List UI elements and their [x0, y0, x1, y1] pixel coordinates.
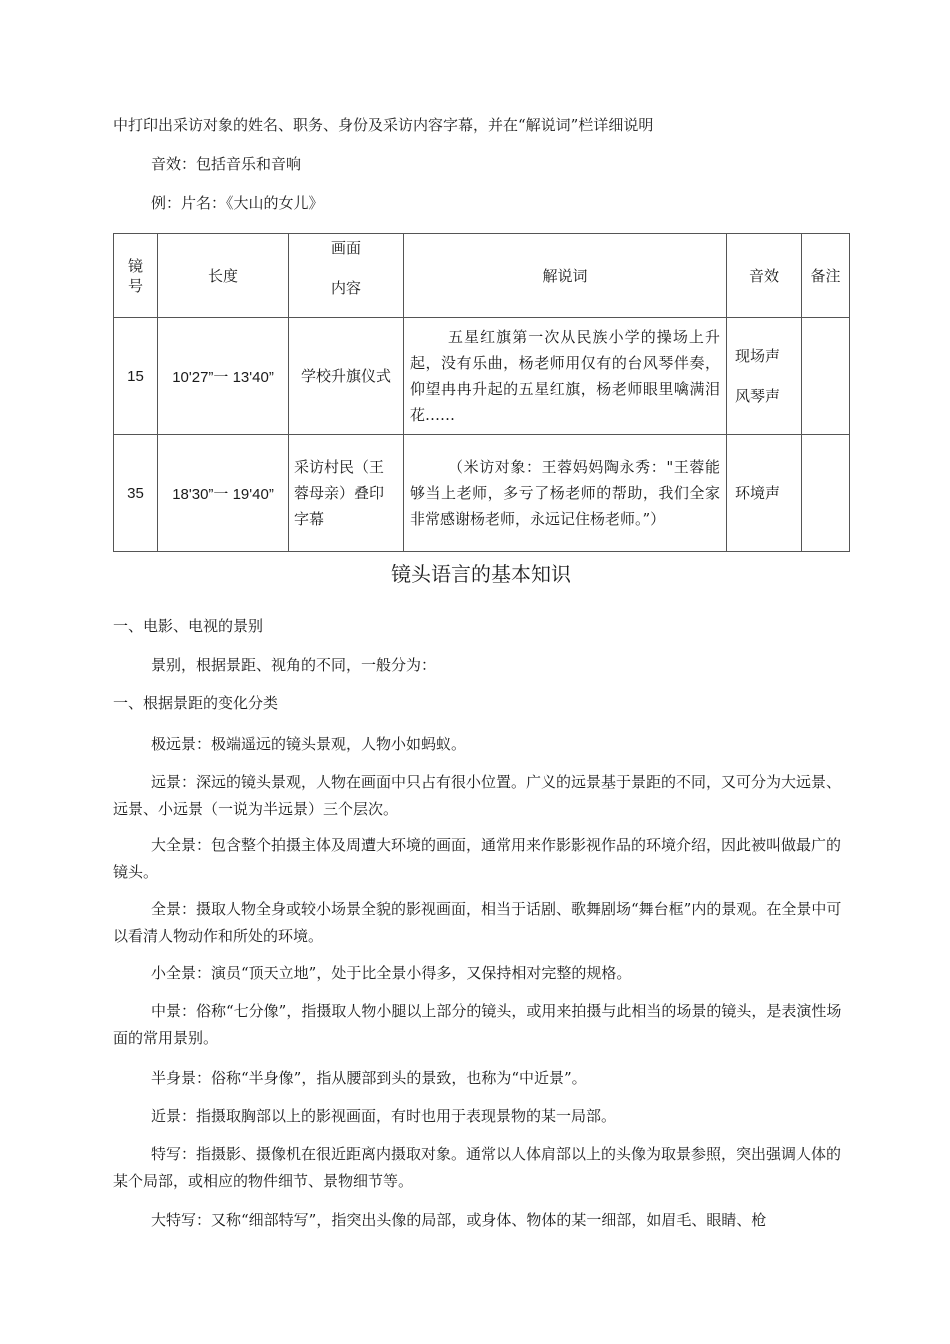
row-shot-no: 35 [114, 435, 158, 552]
paragraph-small-full-shot: 小全景：演员“顶天立地”，处于比全景小得多，又保持相对完整的规格。 [151, 964, 632, 982]
paragraph-close-up: 特写：指摄影、摄像机在很近距离内摄取对象。通常以人体肩部以上的头像为取景参照，突出强调人体的某个局部，或相应的物件细节、景物细节等。 [113, 1145, 842, 1190]
paragraph-wide-full-shot: 大全景：包含整个拍摄主体及周遭大环境的画面，通常用来作影影视作品的环境介绍，因此被叫做最广的镜头。 [113, 836, 842, 881]
heading-shot-sizes: 一、电影、电视的景别 [113, 617, 264, 635]
paragraph-extreme-close-up: 大特写：又称“细部特写”，指突出头像的局部，或身体、物体的某一细部，如眉毛、眼睛、枪 [151, 1211, 767, 1229]
sound-effects-line: 音效：包括音乐和音响 [151, 155, 302, 173]
row-picture: 采访村民（王蓉母亲）叠印字幕 [289, 435, 404, 552]
table-row [114, 435, 850, 552]
table-row [114, 318, 850, 435]
header-narration: 解说词 [404, 234, 727, 318]
header-length: 长度 [158, 234, 289, 318]
paragraph-half-body-shot: 半身景：俗称“半身像”，指从腰部到头的景致，也称为“中近景”。 [151, 1069, 587, 1087]
intro-paragraph: 景别，根据景距、视角的不同，一般分为： [151, 656, 437, 674]
row-shot-no: 15 [114, 318, 158, 435]
row-narration: 五星红旗第一次从民族小学的操场上升起，没有乐曲，杨老师用仅有的台风琴伴奏，仰望冉冉升起的五星红旗，杨老师眼里噙满泪花…… [404, 318, 727, 435]
row-remarks [802, 435, 850, 552]
shot-script-table [113, 233, 850, 552]
row-narration: （米访对象：王蓉妈妈陶永秀："王蓉能够当上老师，多亏了杨老师的帮助，我们全家非常感谢杨老师，永远记住杨老师。”） [404, 435, 727, 552]
row-remarks [802, 318, 850, 435]
row-sound: 环境声 [727, 435, 802, 552]
heading-by-distance: 一、根据景距的变化分类 [113, 694, 279, 712]
section-title: 镜头语言的基本知识 [391, 562, 571, 586]
table-header-row [114, 234, 850, 318]
paragraph-extreme-long-shot: 极远景：极端遥远的镜头景观，人物小如蚂蚁。 [151, 735, 467, 753]
header-picture: 画面 内容 [289, 234, 404, 318]
header-shot-no: 镜号 [114, 234, 158, 318]
intro-line: 中打印出采访对象的姓名、职务、身份及采访内容字幕，并在“解说词”栏详细说明 [113, 116, 654, 134]
paragraph-full-shot: 全景：摄取人物全身或较小场景全貌的影视画面，相当于话剧、歌舞剧场“舞台框”内的景观。在全景中可以看清人物动作和所处的环境。 [113, 900, 842, 945]
row-length: 10'27”一 13'40” [158, 318, 289, 435]
paragraph-medium-shot: 中景：俗称“七分像”，指摄取人物小腿以上部分的镜头，或用来拍摄与此相当的场景的镜头，是表演性场面的常用景别。 [113, 1002, 842, 1047]
header-sound: 音效 [727, 234, 802, 318]
row-picture: 学校升旗仪式 [289, 318, 404, 435]
paragraph-close-shot: 近景：指摄取胸部以上的影视画面，有时也用于表现景物的某一局部。 [151, 1107, 617, 1125]
header-remarks: 备注 [802, 234, 850, 318]
row-sound: 现场声 风琴声 [727, 318, 802, 435]
row-length: 18'30”一 19'40” [158, 435, 289, 552]
example-title-line: 例：片名：《大山的女儿》 [151, 194, 324, 212]
paragraph-long-shot: 远景：深远的镜头景观，人物在画面中只占有很小位置。广义的远景基于景距的不同，又可分为大远景、远景、小远景（一说为半远景）三个层次。 [113, 773, 842, 818]
